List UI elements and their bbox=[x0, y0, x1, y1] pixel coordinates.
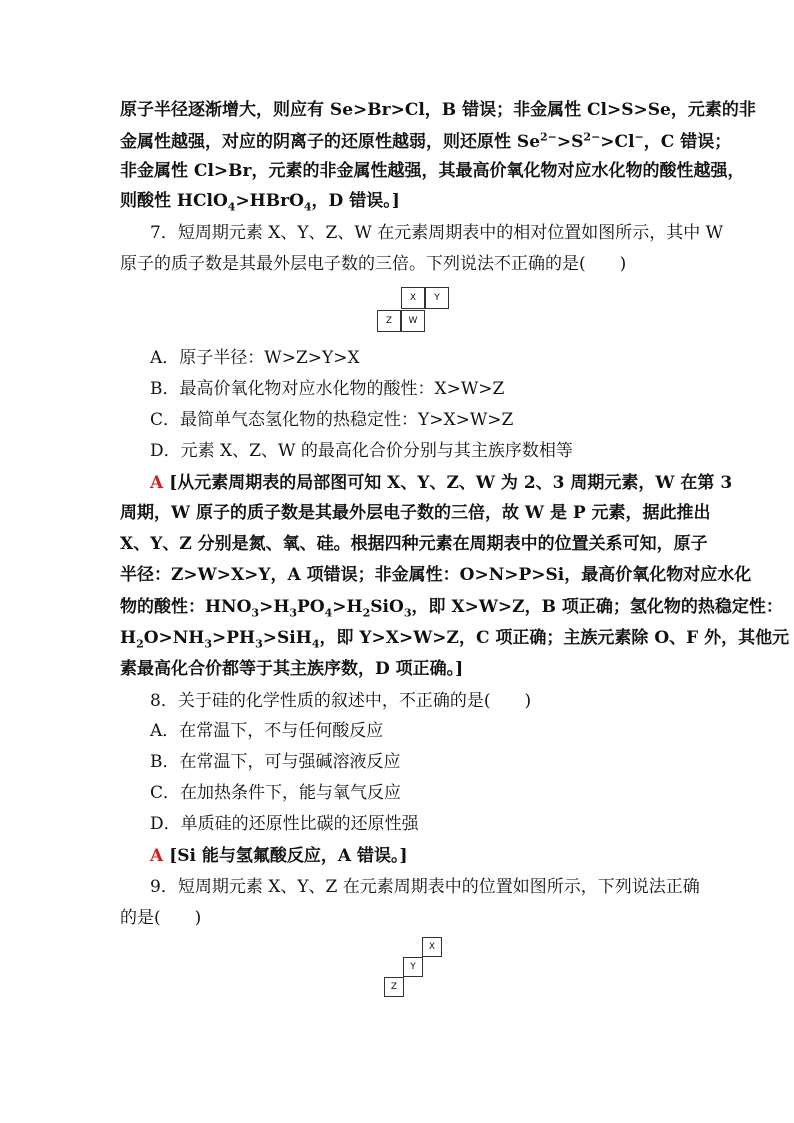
explanation-line: 非金属性 Cl>Br，元素的非金属性越强，其最高价氧化物对应水化物的酸性越强， bbox=[120, 161, 745, 181]
option-d: D．单质硅的还原性比碳的还原性强 bbox=[150, 814, 419, 834]
explanation-line: $H_2O>NH_3>PH_3>SiH_4$，即 Y>X>W>Z，C 项正确；主族元素除 O、F 外，其他元 bbox=[120, 628, 790, 651]
option-a: A．原子半径：W>Z>Y>X bbox=[150, 348, 360, 368]
answer-letter: A bbox=[150, 473, 164, 493]
answer-explanation: A [Si 能与氢氟酸反应，A 错误。] bbox=[150, 846, 408, 866]
explanation-line: 半径：Z>W>X>Y，A 项错误；非金属性：O>N>P>Si，最高价氧化物对应水化 bbox=[120, 565, 752, 585]
question-7-stem: 原子的质子数是其最外层电子数的三倍。下列说法不正确的是( ) bbox=[120, 254, 627, 274]
question-8-stem: 8．关于硅的化学性质的叙述中，不正确的是( ) bbox=[150, 691, 532, 711]
answer-explanation: A [从元素周期表的局部图可知 X、Y、Z、W 为 2、3 周期元素，W 在第 3 bbox=[150, 473, 733, 493]
question-9-stem: 的是( ) bbox=[120, 908, 202, 928]
explanation-line: 周期，W 原子的质子数是其最外层电子数的三倍，故 W 是 P 元素，据此推出 bbox=[120, 503, 711, 523]
question-9-stem: 9．短周期元素 X、Y、Z 在元素周期表中的位置如图所示，下列说法正确 bbox=[150, 877, 700, 897]
option-c: C．最简单气态氢化物的热稳定性：Y>X>W>Z bbox=[150, 410, 514, 430]
cell-x: X bbox=[422, 937, 442, 957]
option-c: C．在加热条件下，能与氧气反应 bbox=[150, 783, 402, 803]
cell-w: W bbox=[401, 310, 425, 332]
cell-x: X bbox=[401, 287, 425, 309]
cell-y: Y bbox=[403, 957, 423, 977]
option-b: B．最高价氧化物对应水化物的酸性：X>W>Z bbox=[150, 379, 505, 399]
explanation-line: 原子半径逐渐增大，则应有 Se>Br>Cl，B 错误；非金属性 Cl>S>Se，元素的非 bbox=[120, 100, 756, 120]
option-b: B．在常温下，可与强碱溶液反应 bbox=[150, 752, 401, 772]
answer-letter: A bbox=[150, 846, 164, 866]
explanation-line: X、Y、Z 分别是氮、氧、硅。根据四种元素在周期表中的位置关系可知，原子 bbox=[120, 534, 708, 554]
option-d: D．元素 X、Z、W 的最高化合价分别与其主族序数相等 bbox=[150, 441, 573, 461]
explanation-line: 素最高化合价都等于其主族序数，D 项正确。] bbox=[120, 659, 464, 679]
explanation-line: 则酸性 HClO$_4$>HBrO$_4$，D 错误。] bbox=[120, 191, 400, 214]
cell-y: Y bbox=[425, 287, 449, 309]
cell-z: Z bbox=[384, 977, 404, 997]
option-a: A．在常温下，不与任何酸反应 bbox=[150, 721, 384, 741]
explanation-line: 物的酸性：$HNO_3>H_3PO_4>H_2SiO_3$，即 X>W>Z，B 项正确；氢化物的热稳定性： bbox=[120, 597, 783, 620]
explanation-line: 金属性越强，对应的阴离子的还原性越弱，则还原性 $Se^{2-}>S^{2-}>Cl^-$，C 错误； bbox=[120, 130, 732, 152]
question-7-stem: 7．短周期元素 X、Y、Z、W 在元素周期表中的相对位置如图所示，其中 W bbox=[150, 223, 724, 243]
cell-z: Z bbox=[377, 310, 401, 332]
